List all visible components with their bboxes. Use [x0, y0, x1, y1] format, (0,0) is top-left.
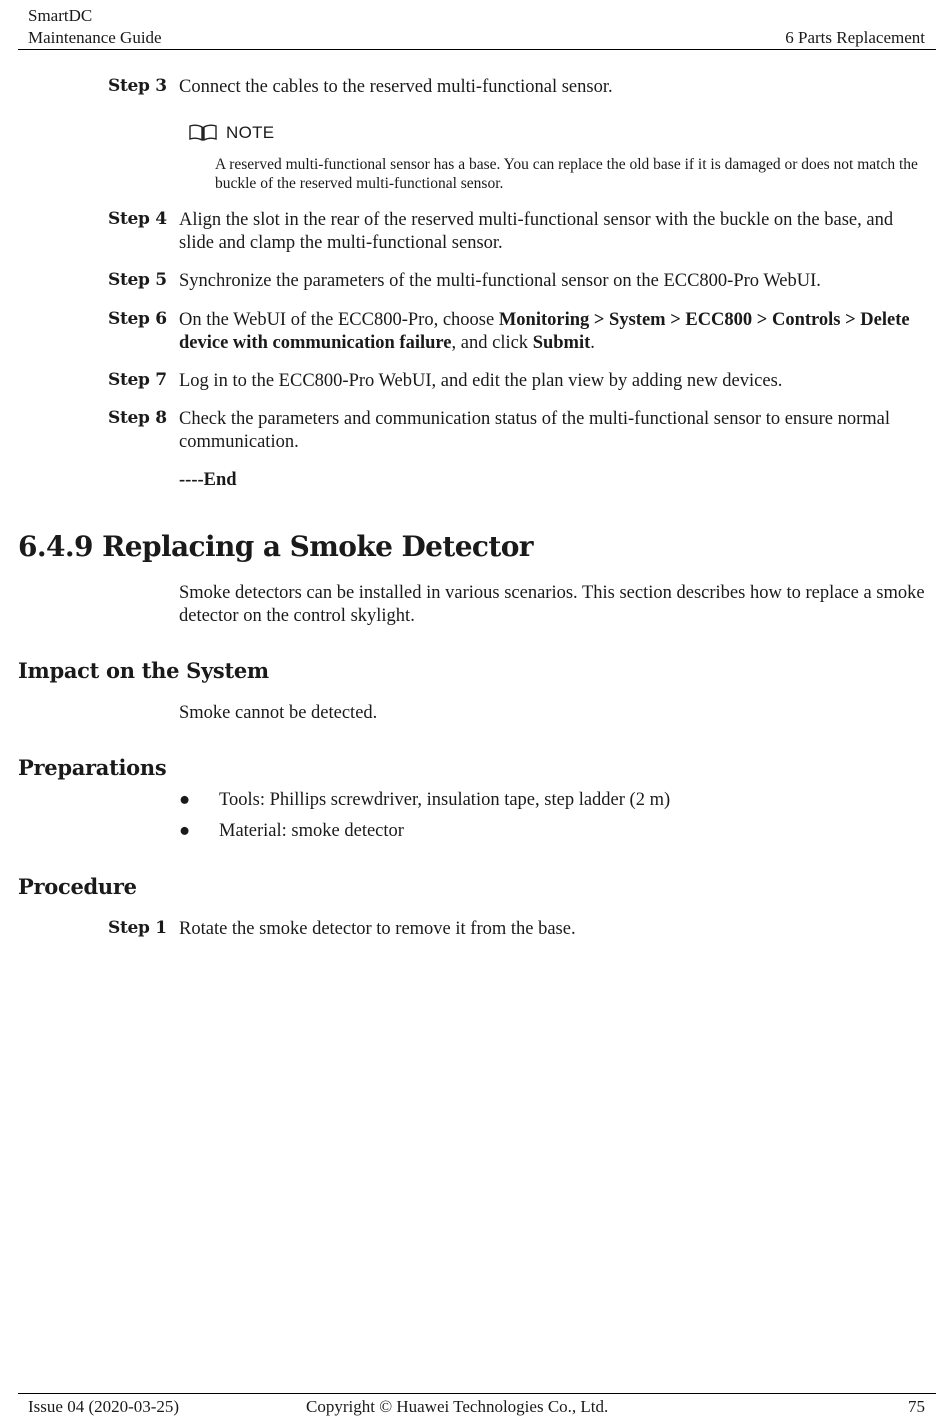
- step-6-label: Step 6: [108, 309, 167, 329]
- prep-item-material: Material: smoke detector: [219, 821, 404, 841]
- step-6-text-a: On the WebUI of the ECC800-Pro, choose: [179, 310, 499, 330]
- note-title: NOTE: [226, 123, 275, 142]
- step-3-text: Connect the cables to the reserved multi-functional sensor.: [179, 77, 613, 97]
- note-text: A reserved multi-functional sensor has a base. You can replace the old base if it is damaged or does not match the buckle of the reserved multi-functional sensor.: [215, 156, 918, 192]
- preparations-heading: Preparations: [18, 755, 167, 780]
- bullet-icon: ●: [179, 821, 191, 841]
- bullet-icon: ●: [179, 790, 191, 810]
- step-4-text: Align the slot in the rear of the reserved multi-functional sensor with the buckle on the base, and slide and clamp the multi-functional sensor.: [179, 210, 894, 253]
- step-6-submit: Submit: [532, 333, 591, 353]
- prep-item-tools: Tools: Phillips screwdriver, insulation tape, step ladder (2 m): [219, 790, 671, 810]
- header-rule: [18, 49, 936, 50]
- header-doc-title: Maintenance Guide: [28, 28, 162, 47]
- step-8-label: Step 8: [108, 408, 167, 428]
- impact-text: Smoke cannot be detected.: [179, 703, 378, 723]
- procedure-step-1-text: Rotate the smoke detector to remove it from the base.: [179, 919, 576, 939]
- step-4-label: Step 4: [108, 209, 167, 229]
- note-header: [188, 122, 274, 144]
- procedure-heading: Procedure: [18, 874, 137, 899]
- footer-page-number: 75: [908, 1397, 925, 1416]
- step-7-text: Log in to the ECC800-Pro WebUI, and edit the plan view by adding new devices.: [179, 371, 783, 391]
- footer-rule: [18, 1393, 936, 1394]
- step-6-text-c: .: [590, 333, 595, 353]
- step-3-label: Step 3: [108, 76, 167, 96]
- procedure-step-1-label: Step 1: [108, 918, 167, 938]
- end-marker: ----End: [179, 470, 237, 490]
- header-product: SmartDC: [28, 6, 93, 25]
- footer-copyright: Copyright © Huawei Technologies Co., Ltd.: [306, 1397, 609, 1416]
- step-6-text: [179, 309, 929, 355]
- book-icon: [188, 123, 218, 143]
- list-item: [179, 821, 404, 842]
- footer-issue: Issue 04 (2020-03-25): [28, 1397, 180, 1416]
- impact-heading: Impact on the System: [18, 658, 269, 683]
- step-5-label: Step 5: [108, 270, 167, 290]
- step-6-text-b: , and click: [451, 333, 533, 353]
- step-6-menu-path: Monitoring > System > ECC800 > Controls > Delete device with communication failure: [179, 310, 910, 353]
- step-7-label: Step 7: [108, 370, 167, 390]
- list-item: [179, 790, 670, 811]
- step-8-text: Check the parameters and communication status of the multi-functional sensor to ensure normal communication.: [179, 409, 891, 452]
- step-5-text: Synchronize the parameters of the multi-functional sensor on the ECC800-Pro WebUI.: [179, 271, 821, 291]
- section-intro: Smoke detectors can be installed in various scenarios. This section describes how to replace a smoke detector on the control skylight.: [179, 583, 925, 626]
- section-title: 6.4.9 Replacing a Smoke Detector: [18, 530, 533, 563]
- header-chapter: 6 Parts Replacement: [785, 28, 925, 47]
